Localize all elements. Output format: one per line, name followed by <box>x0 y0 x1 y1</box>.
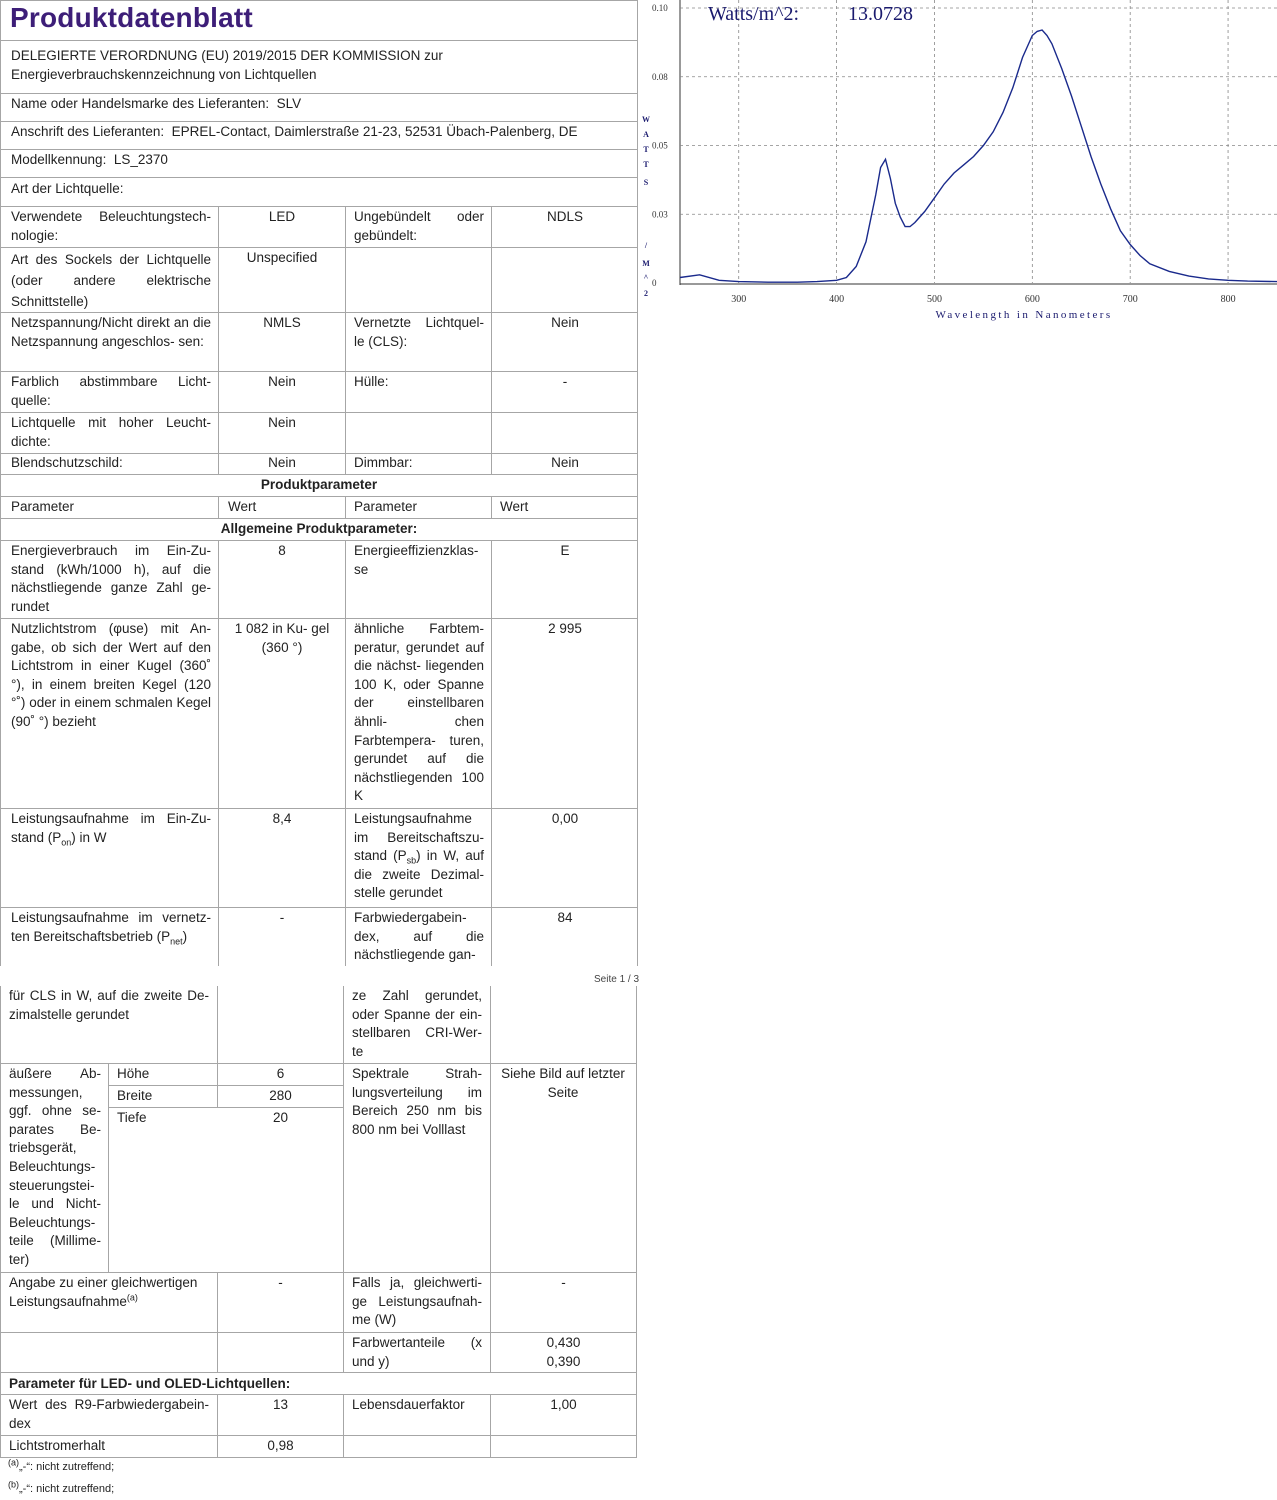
y-axis-label-char: / <box>644 241 648 250</box>
socket-value: Unspecified <box>246 250 318 265</box>
energy-class-value: E <box>560 543 570 558</box>
r9-value: 13 <box>272 1397 289 1412</box>
envelope-value: - <box>562 374 568 389</box>
equivalent-power-label: Falls ja, gleichwerti- ge Leistungsaufnah- me (W) <box>352 1275 482 1328</box>
lumen-maintenance-value: 0,98 <box>267 1438 294 1453</box>
psb-label: Leistungsaufnahme im Bereitschaftszu- stand $(P_{sb})$ in W, auf die zweite Dezimal- stelle gerundet <box>354 811 484 901</box>
y-axis-label <box>642 115 650 298</box>
mains-value: NMLS <box>263 315 301 330</box>
width-label: Breite <box>117 1088 153 1103</box>
y-axis-label-char: ^ <box>643 273 649 282</box>
socket-label: Art des Sockels der Lichtquelle (oder andere elektrische Schnittstelle) <box>11 252 211 309</box>
psb-value: 0,00 <box>551 811 579 826</box>
x-tick-label: 400 <box>829 294 845 305</box>
luminous-flux-value: 1 082 in Ku- gel (360 °) <box>234 621 330 655</box>
cri-label-part-2: ze Zahl gerundet, oder Spanne der ein- stellbaren CRI-Wer- te <box>352 988 482 1059</box>
product-parameters-heading: Produktparameter <box>260 477 378 492</box>
bundled-value: NDLS <box>546 209 583 224</box>
y-axis-label-char: T <box>643 160 649 169</box>
spd-value: Siehe Bild auf letzter Seite <box>501 1066 625 1100</box>
y-axis-label-char: W <box>642 115 650 124</box>
x-tick-label: 700 <box>1122 294 1138 305</box>
cri-label-part-1: Farbwiedergabein- dex, auf die nächstliegende gan- <box>354 910 484 963</box>
col-header-param-1: Parameter <box>11 499 75 514</box>
lumen-maintenance-label: Lichtstromerhalt <box>9 1438 106 1453</box>
chromaticity-x: 0,430 <box>546 1335 581 1350</box>
height-label: Höhe <box>117 1066 150 1081</box>
x-axis-label: Wavelength in Nanometers <box>935 309 1113 321</box>
energy-consumption-label: Energieverbrauch im Ein-Zu- stand (kWh/1000 h), auf die nächstliegende ganze Zahl ge- rundet <box>11 543 211 614</box>
led-parameters-heading: Parameter für LED- und OLED-Lichtquellen: <box>9 1376 291 1391</box>
y-axis-label-char: M <box>642 259 650 268</box>
y-tick-label: 0 <box>652 278 657 288</box>
dimensions-label: äußere Ab- messungen, ggf. ohne se- parates Be- triebsgerät, Beleuchtungs- steuerungstei- le und Nicht- Beleuchtungs- teile (Millime- ter) <box>9 1066 101 1267</box>
y-axis-ticks <box>652 3 668 288</box>
height-value: 6 <box>276 1066 285 1081</box>
model-value: LS_2370 <box>113 152 168 167</box>
supplier-row <box>11 95 631 114</box>
tech-value: LED <box>268 209 296 224</box>
tunable-label: Farblich abstimmbare Licht- quelle: <box>11 374 211 408</box>
x-tick-label: 300 <box>731 294 747 305</box>
y-tick-label: 0.03 <box>652 209 668 220</box>
y-tick-label: 0.10 <box>652 3 668 13</box>
equivalent-power-claim-value: - <box>278 1275 283 1290</box>
x-tick-label: 500 <box>926 294 942 305</box>
x-axis-ticks <box>731 294 1235 305</box>
r9-label: Wert des R9-Farbwiedergabein- dex <box>9 1397 209 1431</box>
envelope-label: Hülle: <box>354 374 389 389</box>
equivalent-power-value: - <box>561 1275 566 1290</box>
chromaticity-y: 0,390 <box>546 1354 581 1369</box>
col-header-param-2: Parameter <box>354 499 418 514</box>
pon-label: Leistungsaufnahme im Ein-Zu- stand $(P_{on})$ in W <box>11 811 211 848</box>
x-tick-label: 800 <box>1220 294 1236 305</box>
cls-label: Vernetzte Lichtquel- le (CLS): <box>354 315 484 349</box>
cct-value: 2 995 <box>548 621 582 636</box>
address-row <box>11 123 631 142</box>
model-row <box>11 151 631 170</box>
equivalent-power-claim-label: Angabe zu einer gleichwertigen Leistungsaufnahme$^{(a)}$ <box>9 1275 198 1309</box>
footnote-b: $^{(b)}$„-“: nicht zutreffend; <box>8 1479 115 1495</box>
x-tick-label: 600 <box>1024 294 1040 305</box>
pnet-label: Leistungsaufnahme im vernetz- ten Bereitschaftsbetrieb $(P_{net})$ <box>11 910 211 947</box>
glare-value: Nein <box>268 455 296 470</box>
survival-factor-value: 1,00 <box>550 1397 577 1412</box>
y-axis-label-char: S <box>643 178 649 187</box>
pnet-value: - <box>279 910 285 925</box>
page-title: Produktdatenblatt <box>10 2 253 33</box>
supplier-value: SLV <box>276 96 302 111</box>
watts-annotation-value: 13.0728 <box>848 3 913 25</box>
address-label: Anschrift des Lieferanten: <box>11 124 165 139</box>
y-axis-label-char: A <box>643 130 649 139</box>
col-header-value-2: Wert <box>500 499 529 514</box>
tech-label: Verwendete Beleuchtungstech- nologie: <box>11 209 211 243</box>
light-type-heading: Art der Lichtquelle: <box>11 181 124 196</box>
tunable-value: Nein <box>268 374 296 389</box>
cct-label: ähnliche Farbtem- peratur, gerundet auf die nächst- liegenden 100 K, oder Spanne der einstellbaren ähnli- chen Farbtempera- turen, gerundet auf die nächstliegenden 100 K <box>354 621 484 804</box>
dimmable-value: Nein <box>551 455 579 470</box>
col-header-value-1: Wert <box>228 499 257 514</box>
watts-annotation-label: Watts/m^2: <box>708 3 800 25</box>
regulation-intro: DELEGIERTE VERORDNUNG (EU) 2019/2015 DER KOMMISSION zur Energieverbrauchskennzeichnung von Lichtquellen <box>11 48 443 82</box>
page-number: Seite 1 / 3 <box>594 974 640 985</box>
pon-value: 8,4 <box>272 811 292 826</box>
high-luminance-value: Nein <box>268 415 296 430</box>
cls-value: Nein <box>551 315 579 330</box>
y-tick-label: 0.05 <box>652 140 668 151</box>
spd-label: Spektrale Strah- lungsverteilung im Bereich 250 nm bis 800 nm bei Volllast <box>352 1066 482 1137</box>
energy-class-label: Energieeffizienzklas- se <box>354 543 479 577</box>
datasheet-page-2 <box>0 986 638 1500</box>
footnote-a: $^{(a)}$„-“: nicht zutreffend; <box>8 1457 115 1473</box>
y-axis-label-char: 2 <box>644 289 648 298</box>
cri-value: 84 <box>557 910 573 925</box>
spectral-distribution-chart <box>640 0 1277 330</box>
datasheet-page-1 <box>0 0 638 966</box>
supplier-label: Name oder Handelsmarke des Lieferanten: <box>11 96 270 111</box>
glare-label: Blendschutzschild: <box>11 455 123 470</box>
depth-value: 20 <box>272 1110 289 1125</box>
width-value: 280 <box>269 1088 292 1103</box>
pnet-label-continued: für CLS in W, auf die zweite De- zimalstelle gerundet <box>9 988 209 1022</box>
chromaticity-label: Farbwertanteile (x und y) <box>352 1335 482 1369</box>
model-label: Modellkennung: <box>11 152 107 167</box>
bundled-label: Ungebündelt oder gebündelt: <box>354 209 484 243</box>
y-tick-label: 0.08 <box>652 71 668 82</box>
survival-factor-label: Lebensdauerfaktor <box>352 1397 465 1412</box>
general-parameters-heading: Allgemeine Produktparameter: <box>220 521 418 536</box>
address-value: EPREL-Contact, Daimlerstraße 21-23, 52531 Übach-Palenberg, DE <box>171 124 578 139</box>
depth-label: Tiefe <box>117 1110 147 1125</box>
high-luminance-label: Lichtquelle mit hoher Leucht- dichte: <box>11 415 211 449</box>
energy-consumption-value: 8 <box>278 543 286 558</box>
y-axis-label-char: T <box>643 145 649 154</box>
luminous-flux-label: Nutzlichtstrom (φuse) mit An- gabe, ob sich der Wert auf den Lichtstrom in einer Kugel (360˚ °), in einem breiten Kegel (120 °˚) oder in einem schmalen Kegel (90˚ °) bezieht <box>11 621 211 729</box>
dimmable-label: Dimmbar: <box>354 455 413 470</box>
spectrum-series-line <box>680 30 1277 282</box>
mains-label: Netzspannung/Nicht direkt an die Netzspannung angeschlos- sen: <box>11 315 211 349</box>
chart-grid <box>680 0 1277 285</box>
